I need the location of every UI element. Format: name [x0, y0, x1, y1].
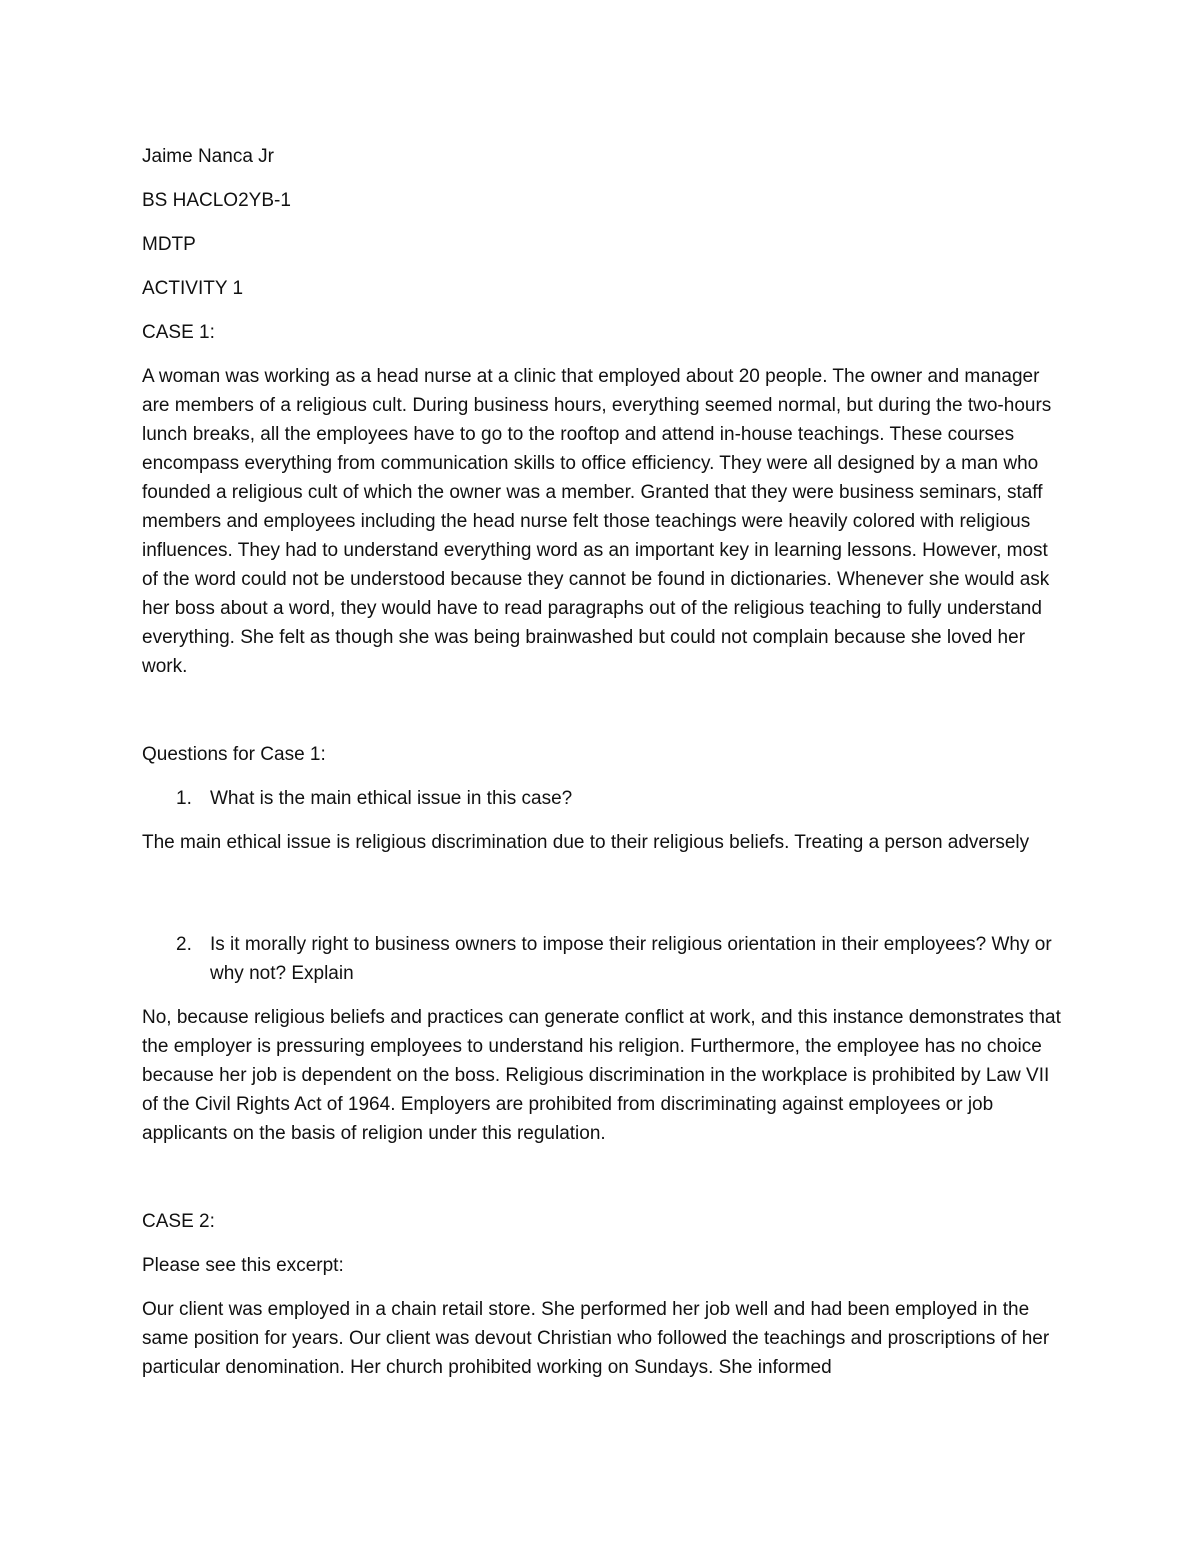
case2-title: CASE 2:	[142, 1211, 215, 1232]
case2-intro: Please see this excerpt:	[142, 1255, 344, 1276]
course-code: MDTP	[142, 234, 196, 255]
case2-body: Our client was employed in a chain retail store. She performed her job well and had been employed in the same position for years. Our client was devout Christian who followed the teachings and proscriptions of her particular denomination. Her church prohibited working on Sundays. She informed	[142, 1299, 1050, 1378]
question-2-text: Is it morally right to business owners to impose their religious orientation in their employees? Why or why not? Explain	[210, 934, 1052, 984]
question-2	[142, 930, 1062, 988]
spacer	[142, 872, 1062, 930]
spacer	[142, 1163, 1062, 1207]
answer-1: The main ethical issue is religious discrimination due to their religious beliefs. Treating a person adversely	[142, 832, 1030, 853]
student-section: BS HACLO2YB-1	[142, 190, 291, 211]
case1-body: A woman was working as a head nurse at a clinic that employed about 20 people. The owner and manager are members of a religious cult. During business hours, everything seemed normal, but during the two-hours lunch breaks, all the employees have to go to the rooftop and attend in-house teachings. These courses encompass everything from communication skills to office efficiency. They were all designed by a man who founded a religious cult of which the owner was a member. Granted that they were business seminars, staff members and employees including the head nurse felt those teachings were heavily colored with religious influences. They had to understand everything word as an important key in learning lessons. However, most of the word could not be understood because they cannot be found in dictionaries. Whenever she would ask her boss about a word, they would have to read paragraphs out of the religious teaching to fully understand everything. She felt as though she was being brainwashed but could not complain because she loved her work.	[142, 366, 1052, 677]
case1-title: CASE 1:	[142, 322, 215, 343]
activity-title: ACTIVITY 1	[142, 278, 244, 299]
student-name: Jaime Nanca Jr	[142, 146, 274, 167]
question-1-number: 1.	[176, 788, 192, 809]
spacer	[142, 696, 1062, 740]
question-1	[142, 784, 1062, 813]
question-1-text: What is the main ethical issue in this case?	[210, 788, 573, 809]
answer-2: No, because religious beliefs and practices can generate conflict at work, and this instance demonstrates that the employer is pressuring employees to understand his religion. Furthermore, the employee has no choice because her job is dependent on the boss. Religious discrimination in the workplace is prohibited by Law VII of the Civil Rights Act of 1964. Employers are prohibited from discriminating against employees or job applicants on the basis of religion under this regulation.	[142, 1007, 1061, 1144]
questions-case1-title: Questions for Case 1:	[142, 744, 326, 765]
question-2-number: 2.	[176, 934, 192, 955]
document-body	[142, 142, 1062, 1397]
